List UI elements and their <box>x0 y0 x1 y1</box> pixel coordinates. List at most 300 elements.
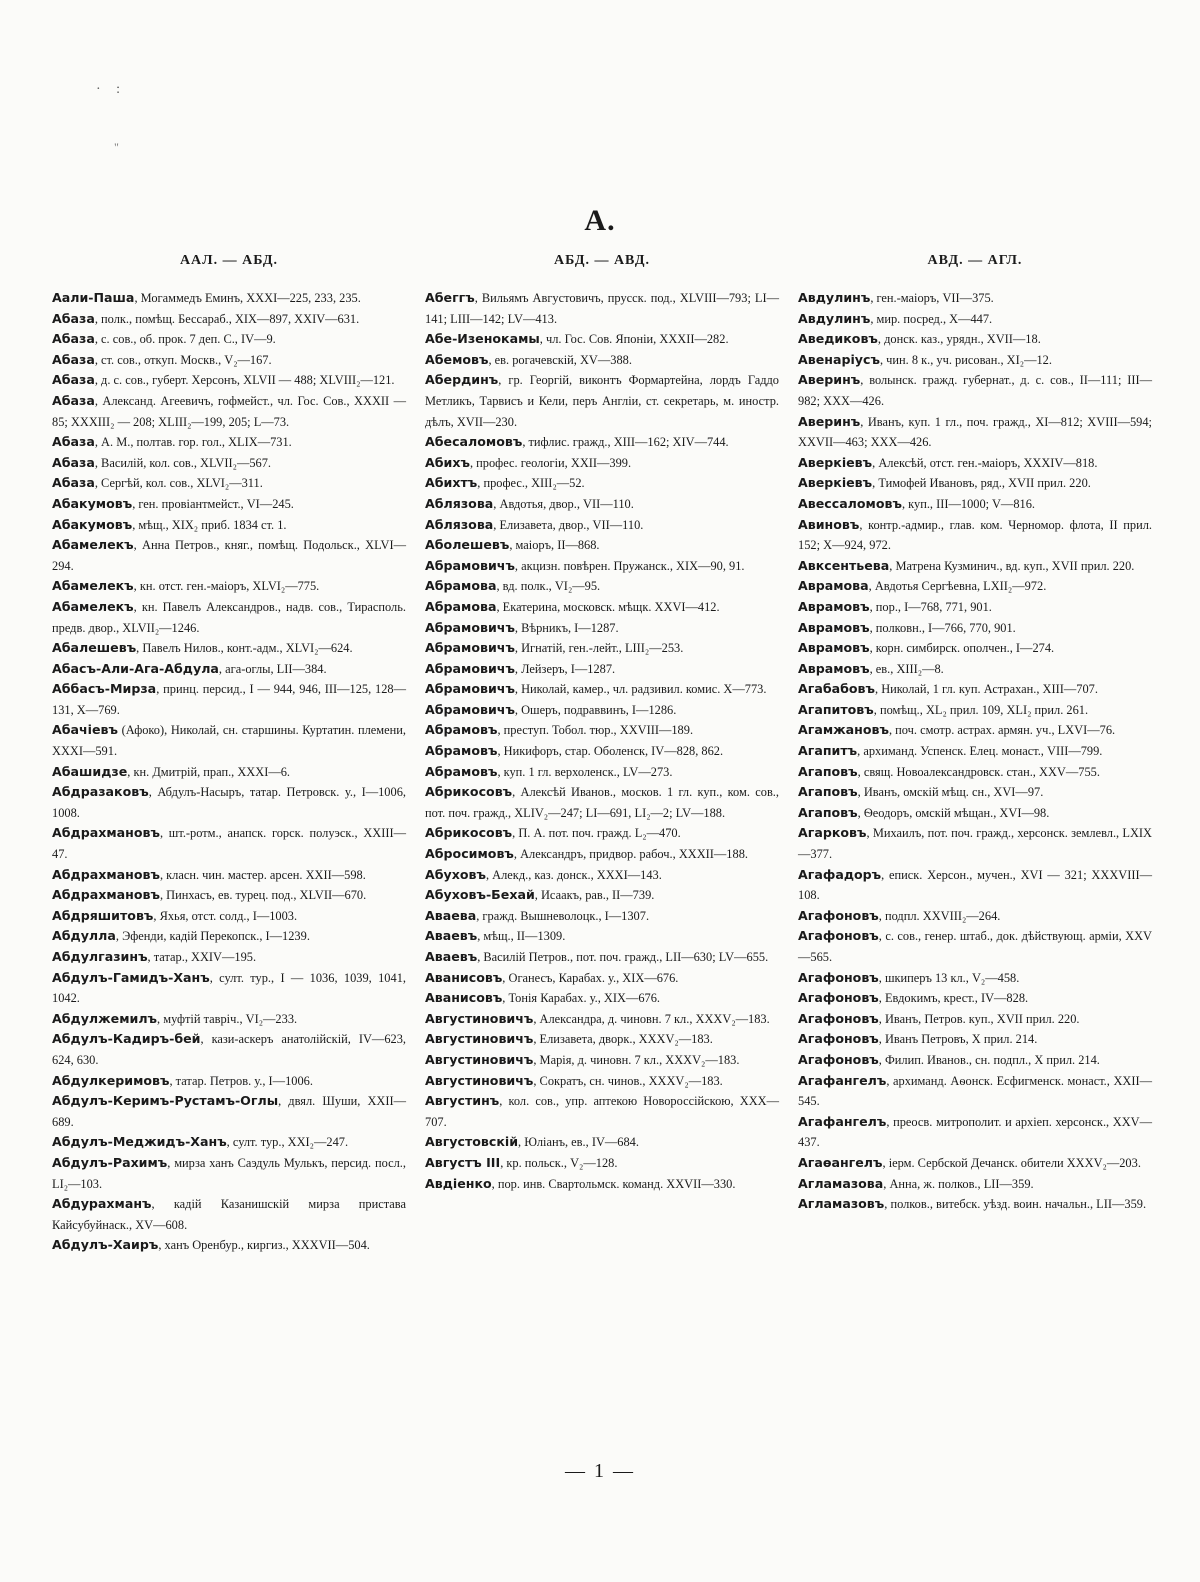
entry-references: , Исаакъ, рав., II—739. <box>534 888 655 903</box>
entry-references: , маіоръ, II—868. <box>509 538 600 553</box>
entry-headword: Абеггъ <box>425 290 475 305</box>
entry-headword: Абаза <box>52 351 95 367</box>
index-entry <box>798 1050 1152 1071</box>
index-entry <box>52 597 406 638</box>
entry-headword: Абемовъ <box>425 351 489 367</box>
index-entry <box>52 494 406 515</box>
entry-headword: Абалешевъ <box>52 640 137 656</box>
entry-headword: Августиновичъ <box>425 1072 534 1088</box>
index-entry <box>798 618 1152 639</box>
entry-headword: Абуховъ <box>425 866 486 882</box>
entry-references: , свящ. Новоалександровск. стан., XXV—755. <box>857 764 1100 779</box>
entry-headword: Агабабовъ <box>798 681 875 697</box>
index-entry <box>425 473 779 494</box>
entry-headword: Абе-Изенокамы <box>425 331 540 347</box>
entry-headword: Агафадоръ <box>798 866 882 882</box>
entry-references: , чл. Гос. Сов. Японіи, XXXII—282. <box>539 332 729 347</box>
index-entry <box>425 741 779 762</box>
entry-references: , Матрена Кузминич., вд. куп., XVII прил. 220. <box>889 558 1135 573</box>
entry-references: , с. сов., об. прок. 7 деп. С., IV—9. <box>94 332 276 347</box>
entry-headword: Аверинъ <box>798 413 861 429</box>
entry-headword: Аврамова <box>798 578 869 594</box>
index-entry <box>52 473 406 494</box>
index-entry <box>425 968 779 989</box>
entry-references: , Иванъ, Петров. куп., XVII прил. 220. <box>878 1011 1080 1026</box>
entry-headword: Агафоновъ <box>798 1031 879 1047</box>
entry-references: , Вильямъ Августовичъ, прусск. под., XLVIII—793; LI—141; LIII—142; LV—413. <box>425 291 779 326</box>
entry-references: , татар., XXIV—195. <box>147 950 257 964</box>
entry-references: , принц. персид., I — 944, 946, III—125, 128—131, X—769. <box>52 682 406 717</box>
entry-references: , куп., III—1000; V—816. <box>901 496 1036 511</box>
entry-headword: Аверкіевъ <box>798 475 873 491</box>
entry-references: , Алексѣй, отст. ген.-маіоръ, XXXIV—818. <box>872 455 1098 470</box>
index-entry <box>425 618 779 639</box>
entry-headword: Аверинъ <box>798 372 861 388</box>
entry-references: , подпл. XXVIII₂—264. <box>878 908 1001 923</box>
entry-references: , полковн., I—766, 770, 901. <box>869 620 1016 635</box>
index-entry <box>798 350 1152 371</box>
index-entry <box>425 988 779 1009</box>
index-entry <box>425 844 779 865</box>
index-entry <box>798 720 1152 741</box>
column-header: АБД. — АВД. <box>553 253 650 268</box>
entry-references: , преступ. Тобол. тюр., XXVIII—189. <box>497 723 694 738</box>
index-entry <box>52 391 406 432</box>
index-entry <box>798 370 1152 411</box>
entry-headword: Абдулжемилъ <box>52 1010 158 1026</box>
entry-references: , кн. Дмитрій, прап., XXXI—6. <box>127 764 291 779</box>
entry-headword: Абдулъ-Рахимъ <box>52 1154 168 1170</box>
entry-references: , Александръ, придвор. рабоч., XXXII—188. <box>513 847 748 862</box>
entry-list <box>52 288 406 1256</box>
entry-headword: Абдулгазинъ <box>52 949 148 964</box>
entry-headword: Абихъ <box>425 454 470 470</box>
entry-headword: Аваевъ <box>425 949 478 964</box>
entry-headword: Авиновъ <box>798 516 860 532</box>
index-entry <box>52 309 406 330</box>
index-entry <box>798 1009 1152 1030</box>
index-entry <box>52 1009 406 1030</box>
entry-headword: Агаповъ <box>798 763 858 779</box>
entry-headword: Агафоновъ <box>798 990 879 1006</box>
entry-headword: Агамжановъ <box>798 722 889 738</box>
entry-references: , акцизн. повѣрен. Пружанск., XIX—90, 91. <box>514 558 745 573</box>
entry-references: , кн. Павелъ Александров., надв. сов., Тирасполь. предв. двор., XLVII₂—1246. <box>52 599 406 635</box>
entry-headword: Абамелекъ <box>52 537 134 553</box>
entry-headword: Августъ III <box>425 1154 501 1170</box>
index-entry <box>425 823 779 844</box>
entry-references: , Тимофей Ивановъ, ряд., XVII прил. 220. <box>872 476 1091 491</box>
entry-references: , волынск. гражд. губернат., д. с. сов., II—111; III—982; XXX—426. <box>798 373 1152 408</box>
entry-headword: Абасъ-Али-Ага-Абдула <box>52 660 219 676</box>
entry-headword: Аванисовъ <box>425 969 503 985</box>
index-entry <box>52 865 406 886</box>
index-entry <box>798 968 1152 989</box>
entry-references: , корн. симбирск. ополчен., I—274. <box>869 641 1055 656</box>
index-entry <box>798 309 1152 330</box>
index-entry <box>798 329 1152 350</box>
entry-headword: Аали-Паша <box>52 290 135 305</box>
entry-references: , полк., помѣщ. Бессараб., XIX—897, XXIV—631. <box>94 311 360 326</box>
index-entry <box>798 865 1152 906</box>
entry-headword: Абаза <box>52 310 95 326</box>
entry-headword: Абакумовъ <box>52 495 133 511</box>
entry-headword: Агафангелъ <box>798 1113 887 1129</box>
entry-references: , Оганесъ, Карабах. у., XIX—676. <box>502 970 679 985</box>
entry-references: , профес., XIII₂—52. <box>477 476 585 491</box>
entry-headword: Авдулинъ <box>798 310 871 326</box>
index-entry <box>425 865 779 886</box>
entry-references: , кр. польск., V₂—128. <box>500 1155 618 1170</box>
entry-references: , Игнатій, ген.-лейт., LIII₂—253. <box>514 641 684 656</box>
entry-references: , помѣщ., XL₂ прил. 109, XLI₂ прил. 261. <box>873 702 1089 717</box>
entry-references: , Вѣрникъ, I—1287. <box>514 620 619 635</box>
index-entry <box>798 638 1152 659</box>
entry-headword: Абрамовичъ <box>425 557 515 573</box>
index-entry <box>52 885 406 906</box>
entry-references: , Авдотья, двор., VII—110. <box>493 496 634 511</box>
entry-headword: Августинъ <box>425 1093 500 1109</box>
entry-references: , гр. Георгій, виконтъ Формартейна, лордъ Гаддо Метликъ, Тарвисъ и Кели, перъ Англіи, ст. секретарь, м. иностр. дѣлъ, XVII—230. <box>425 373 779 429</box>
entry-headword: Абрамовичъ <box>425 701 515 717</box>
entry-references: , класн. чин. мастер. арсен. XXII—598. <box>159 867 366 882</box>
entry-references: , контр.-адмир., глав. ком. Черномор. флота, II прил. 152; X—924, 972. <box>798 517 1152 553</box>
entry-references: , Лейзеръ, I—1287. <box>514 661 616 676</box>
entry-headword: Абдрахмановъ <box>52 866 160 882</box>
entry-references: , Алекд., каз. донск., XXXI—143. <box>485 867 662 882</box>
index-entry <box>425 556 779 577</box>
entry-references: , шт.-ротм., анапск. горск. полуэск., XXIII—47. <box>52 826 406 862</box>
section-letter: А. <box>584 204 616 237</box>
index-entry <box>52 679 406 720</box>
entry-headword: Агаповъ <box>798 804 858 820</box>
entry-references: , Анна, ж. полков., LII—359. <box>883 1176 1034 1191</box>
entry-references: , пор. инв. Свартольмск. команд. XXVII—330. <box>491 1176 736 1191</box>
index-entry <box>425 885 779 906</box>
index-entry <box>52 350 406 371</box>
entry-headword: Абрамовичъ <box>425 660 515 676</box>
index-entry <box>52 823 406 864</box>
entry-headword: Аблязова <box>425 516 494 532</box>
entry-headword: Агламазова <box>798 1175 884 1191</box>
index-entry <box>52 288 406 309</box>
entry-headword: Аббасъ-Мирза <box>52 681 157 697</box>
entry-headword: Абрикосовъ <box>425 825 513 841</box>
entry-references: , Екатерина, московск. мѣщк. XXVI—412. <box>496 599 720 614</box>
entry-headword: Авенаріусъ <box>798 351 880 367</box>
entry-headword: Абдулъ-Гамидъ-Ханъ <box>52 969 210 985</box>
index-entry <box>798 926 1152 967</box>
index-entry <box>52 1029 406 1070</box>
entry-headword: Авдулинъ <box>798 290 871 305</box>
index-entry <box>52 370 406 391</box>
entry-headword: Аверкіевъ <box>798 454 873 470</box>
entry-references: , Елизавета, дворк., XXXV₂—183. <box>533 1032 713 1047</box>
entry-headword: Абдурахманъ <box>52 1196 152 1212</box>
column-header: АВД. — АГЛ. <box>927 253 1023 268</box>
index-entry <box>52 1091 406 1132</box>
entry-headword: Абамелекъ <box>52 578 134 594</box>
index-entry <box>798 556 1152 577</box>
entry-headword: Авксентьева <box>798 557 890 573</box>
entry-references: , Никифоръ, стар. Оболенск, IV—828, 862. <box>497 744 724 759</box>
entry-headword: Абрамовичъ <box>425 619 515 635</box>
index-entry <box>798 1194 1152 1215</box>
entry-headword: Авдіенко <box>425 1175 492 1191</box>
entry-headword: Абихтъ <box>425 475 478 491</box>
index-entry <box>52 515 406 536</box>
entry-references: , татар. Петров. у., I—1006. <box>169 1073 313 1088</box>
entry-references: , Иванъ Петровъ, X прил. 214. <box>878 1032 1038 1047</box>
index-entry <box>425 370 779 432</box>
index-entry <box>52 782 406 823</box>
index-entry <box>425 700 779 721</box>
index-entry <box>52 762 406 783</box>
entry-headword: Аболешевъ <box>425 537 510 553</box>
page-number: — 1 — <box>565 1460 635 1482</box>
index-entry <box>798 1112 1152 1153</box>
index-entry <box>425 926 779 947</box>
entry-references: , ст. сов., откуп. Москв., V₂—167. <box>94 352 272 367</box>
entry-references: , мирза ханъ Саэдуль Мулькъ, персид. посл., LI₂—103. <box>52 1155 406 1191</box>
entry-references: , Пинхасъ, ев. турец. под., XLVII—670. <box>159 888 367 903</box>
entry-references: , Евдокимъ, крест., IV—828. <box>878 991 1029 1006</box>
index-entry <box>52 1235 406 1256</box>
entry-references: , Тонія Карабах. у., XIX—676. <box>502 991 661 1006</box>
entry-headword: Абердинъ <box>425 372 499 388</box>
index-entry <box>425 350 779 371</box>
index-entry <box>52 1132 406 1153</box>
index-entry <box>798 823 1152 864</box>
entry-headword: Агапитовъ <box>798 701 874 717</box>
entry-headword: Аблязова <box>425 495 494 511</box>
entry-headword: Абдулкеримовъ <box>52 1072 170 1088</box>
entry-headword: Абачіевъ <box>52 722 118 738</box>
entry-references: , Сократъ, сн. чинов., XXXV₂—183. <box>533 1073 723 1088</box>
entry-references: , Могаммедъ Еминъ, XXXI—225, 233, 235. <box>134 291 361 305</box>
index-entry <box>798 762 1152 783</box>
entry-references: , поч. смотр. астрах. армян. уч., LXVI—76. <box>888 723 1116 738</box>
entry-headword: Абросимовъ <box>425 846 514 862</box>
index-entry <box>798 453 1152 474</box>
entry-references: , Юліанъ, ев., IV—684. <box>518 1135 639 1150</box>
index-entry <box>52 329 406 350</box>
index-entry <box>798 515 1152 556</box>
entry-references: , Иванъ, омскій мѣщ. сн., XVI—97. <box>857 785 1044 800</box>
entry-headword: Августиновичъ <box>425 1010 534 1026</box>
column-middle <box>423 248 785 1458</box>
entry-headword: Абдрахмановъ <box>52 887 160 903</box>
index-entry <box>52 720 406 761</box>
entry-references: , Михаилъ, пот. поч. гражд., херсонск. землевл., LXIX—377. <box>798 826 1152 862</box>
entry-references: , ев., XIII₂—8. <box>869 661 944 676</box>
entry-headword: Августиновичъ <box>425 1031 534 1047</box>
entry-headword: Абрикосовъ <box>425 784 513 800</box>
entry-headword: Абдулъ-Кадиръ-бей <box>52 1031 201 1047</box>
entry-references: , Ѳеодоръ, омскій мѣщан., XVI—98. <box>857 805 1050 820</box>
entry-references: , пор., I—768, 771, 901. <box>869 599 992 614</box>
entry-references: , Василій Петров., пот. поч. гражд., LII—630; LV—655. <box>477 950 769 964</box>
entry-headword: Аврамовъ <box>798 640 870 656</box>
entry-references: , Николай, камер., чл. радзивил. комис. X—773. <box>514 682 767 697</box>
entry-headword: Абрамовъ <box>425 763 498 779</box>
entry-references: , архиманд. Аѳонск. Есфигменск. монаст., XXII—545. <box>798 1073 1152 1109</box>
entry-references: , ев. рогачевскій, XV—388. <box>488 352 632 367</box>
entry-headword: Абаза <box>52 434 95 450</box>
entry-references: , Эфенди, кадій Перекопск., I—1239. <box>115 929 310 944</box>
index-entry <box>425 947 779 968</box>
entry-references: , мѣщ., XIX₂ приб. 1834 ст. 1. <box>132 517 287 532</box>
scan-speck-marks: · : <box>96 82 127 97</box>
entry-headword: Абрамовичъ <box>425 681 515 697</box>
entry-headword: Абашидзе <box>52 763 128 779</box>
entry-references: , преосв. митрополит. и архіеп. херсонск., XXV—437. <box>798 1114 1152 1150</box>
entry-references: , кол. сов., упр. аптекою Новороссійскою, XXX—707. <box>425 1094 779 1129</box>
entry-references: , Павелъ Нилов., конт.-адм., XLVI₂—624. <box>136 641 353 656</box>
index-entry <box>52 947 406 968</box>
index-entry <box>798 473 1152 494</box>
index-entry <box>425 679 779 700</box>
entry-headword: Абамелекъ <box>52 598 134 614</box>
entry-references: , д. с. сов., губерт. Херсонъ, XLVII — 488; XLVIII₂—121. <box>94 373 395 388</box>
index-entry <box>52 1194 406 1235</box>
entry-headword: Аврамовъ <box>798 619 870 635</box>
entry-references: , Авдотья Сергѣевна, LXII₂—972. <box>868 579 1047 594</box>
index-entry <box>798 659 1152 680</box>
entry-references: , Марія, д. чиновн. 7 кл., XXXV₂—183. <box>533 1052 740 1067</box>
entry-references: , Александра, д. чиновн. 7 кл., XXXV₂—183. <box>533 1011 770 1026</box>
entry-headword: Агафоновъ <box>798 907 879 923</box>
index-entry <box>52 1153 406 1194</box>
entry-headword: Аведиковъ <box>798 331 878 347</box>
entry-references: , Александ. Агеевичъ, гофмейст., чл. Гос. Сов., XXXII — 85; XXXIII₂ — 208; XLIII₂—199, 205; L—73. <box>52 393 406 429</box>
entry-references: , еписк. Херсон., мучен., XVI — 321; XXXVIII—108. <box>798 867 1152 903</box>
index-entry <box>425 782 779 823</box>
entry-references: , кадій Казанишскій мирза пристава Кайсубуйнаск., XV—608. <box>52 1197 406 1232</box>
entry-headword: Абдрахмановъ <box>52 825 160 841</box>
entry-headword: Абаза <box>52 372 95 388</box>
entry-headword: Абрамовъ <box>425 722 498 738</box>
entry-headword: Агапитъ <box>798 743 858 759</box>
entry-headword: Абакумовъ <box>52 516 133 532</box>
entry-references: , шкиперъ 13 кл., V₂—458. <box>878 970 1020 985</box>
entry-references: , П. А. пот. поч. гражд. L₂—470. <box>512 826 681 841</box>
index-entry <box>52 659 406 680</box>
index-entry <box>52 453 406 474</box>
index-entry <box>798 288 1152 309</box>
entry-references: , ген. провіантмейст., VI—245. <box>132 496 294 511</box>
entry-references: , двял. Шуши, XXII—689. <box>52 1094 406 1129</box>
entry-references: , Елизавета, двор., VII—110. <box>493 517 644 532</box>
entry-headword: Абдразаковъ <box>52 784 149 800</box>
entry-references: , султ. тур., I — 1036, 1039, 1041, 1042. <box>52 970 406 1006</box>
index-entry <box>425 576 779 597</box>
index-entry <box>52 1071 406 1092</box>
entry-headword: Абдулъ-Меджидъ-Ханъ <box>52 1134 227 1150</box>
entry-headword: Абрамова <box>425 578 497 594</box>
entry-references: , Ошеръ, подраввинъ, I—1286. <box>514 702 677 717</box>
index-entry <box>798 782 1152 803</box>
entry-list <box>798 288 1152 1215</box>
index-entry <box>425 762 779 783</box>
entry-headword: Абаза <box>52 475 95 491</box>
index-entry <box>52 906 406 927</box>
entry-references: , гражд. Вышневолоцк., I—1307. <box>476 908 650 923</box>
index-entry <box>798 597 1152 618</box>
entry-headword: Аврамовъ <box>798 598 870 614</box>
entry-headword: Абдряшитовъ <box>52 907 154 923</box>
entry-headword: Абдулъ-Керимъ-Рустамъ-Оглы <box>52 1093 279 1109</box>
index-entry <box>798 906 1152 927</box>
entry-headword: Абрамова <box>425 598 497 614</box>
index-entry <box>798 803 1152 824</box>
entry-references: , Николай, 1 гл. куп. Астрахан., XIII—707. <box>875 682 1098 697</box>
index-entry <box>52 638 406 659</box>
entry-references: , мѣщ., II—1309. <box>477 929 566 944</box>
entry-headword: Абдулъ-Хаиръ <box>52 1237 159 1253</box>
entry-references: , султ. тур., XXI₂—247. <box>226 1135 349 1150</box>
entry-references: , чин. 8 к., уч. рисован., XI₂—12. <box>879 352 1052 367</box>
entry-headword: Агаповъ <box>798 784 858 800</box>
index-entry <box>425 453 779 474</box>
entry-references: , с. сов., генер. штаб., док. дѣйствующ. арміи, XXV—565. <box>798 929 1152 964</box>
entry-references: , Анна Петров., княг., помѣщ. Подольск., XLVI—294. <box>52 538 406 573</box>
index-entry <box>798 576 1152 597</box>
entry-headword: Агаѳангелъ <box>798 1154 883 1170</box>
index-entry <box>798 494 1152 515</box>
entry-references: , донск. каз., урядн., XVII—18. <box>877 332 1041 347</box>
index-entry <box>425 1050 779 1071</box>
index-entry <box>425 906 779 927</box>
entry-headword: Агламазовъ <box>798 1196 885 1212</box>
index-entry <box>425 1153 779 1174</box>
index-entry <box>52 576 406 597</box>
entry-references: , Филип. Иванов., сн. подпл., X прил. 214. <box>878 1052 1100 1067</box>
entry-references: , тифлис. гражд., XIII—162; XIV—744. <box>522 435 729 450</box>
entry-references: , іерм. Сербской Дечанск. обители XXXV₂—203. <box>882 1155 1141 1170</box>
index-entry <box>425 638 779 659</box>
column-left <box>50 248 412 1458</box>
entry-headword: Агарковъ <box>798 825 867 841</box>
entry-headword: Аваевъ <box>425 928 478 944</box>
index-entry <box>798 988 1152 1009</box>
index-entry <box>798 1071 1152 1112</box>
index-entry <box>425 288 779 329</box>
index-entry <box>425 535 779 556</box>
index-entry <box>425 494 779 515</box>
index-entry <box>52 535 406 576</box>
entry-list <box>425 288 779 1194</box>
index-entry <box>798 1029 1152 1050</box>
index-entry <box>425 1029 779 1050</box>
entry-references: , кази-аскеръ анатолійскій, IV—623, 624, 630. <box>52 1032 406 1067</box>
entry-headword: Агафоновъ <box>798 969 879 985</box>
index-entry <box>52 926 406 947</box>
entry-headword: Абрамовичъ <box>425 640 515 656</box>
index-entry <box>52 968 406 1009</box>
index-entry <box>52 432 406 453</box>
index-entry <box>425 1132 779 1153</box>
entry-references: , А. М., полтав. гор. гол., XLIX—731. <box>94 435 292 450</box>
index-entry <box>425 1174 779 1195</box>
column-right <box>796 248 1158 1458</box>
entry-headword: Августиновичъ <box>425 1051 534 1067</box>
entry-headword: Агафоновъ <box>798 1051 879 1067</box>
entry-references: , вд. полк., VI₂—95. <box>496 579 601 594</box>
entry-references: , ага-оглы, LII—384. <box>218 661 327 676</box>
entry-references: , ген.-маіоръ, VII—375. <box>870 291 994 305</box>
entry-references: , архиманд. Успенск. Елец. монаст., VIII—799. <box>857 744 1103 759</box>
